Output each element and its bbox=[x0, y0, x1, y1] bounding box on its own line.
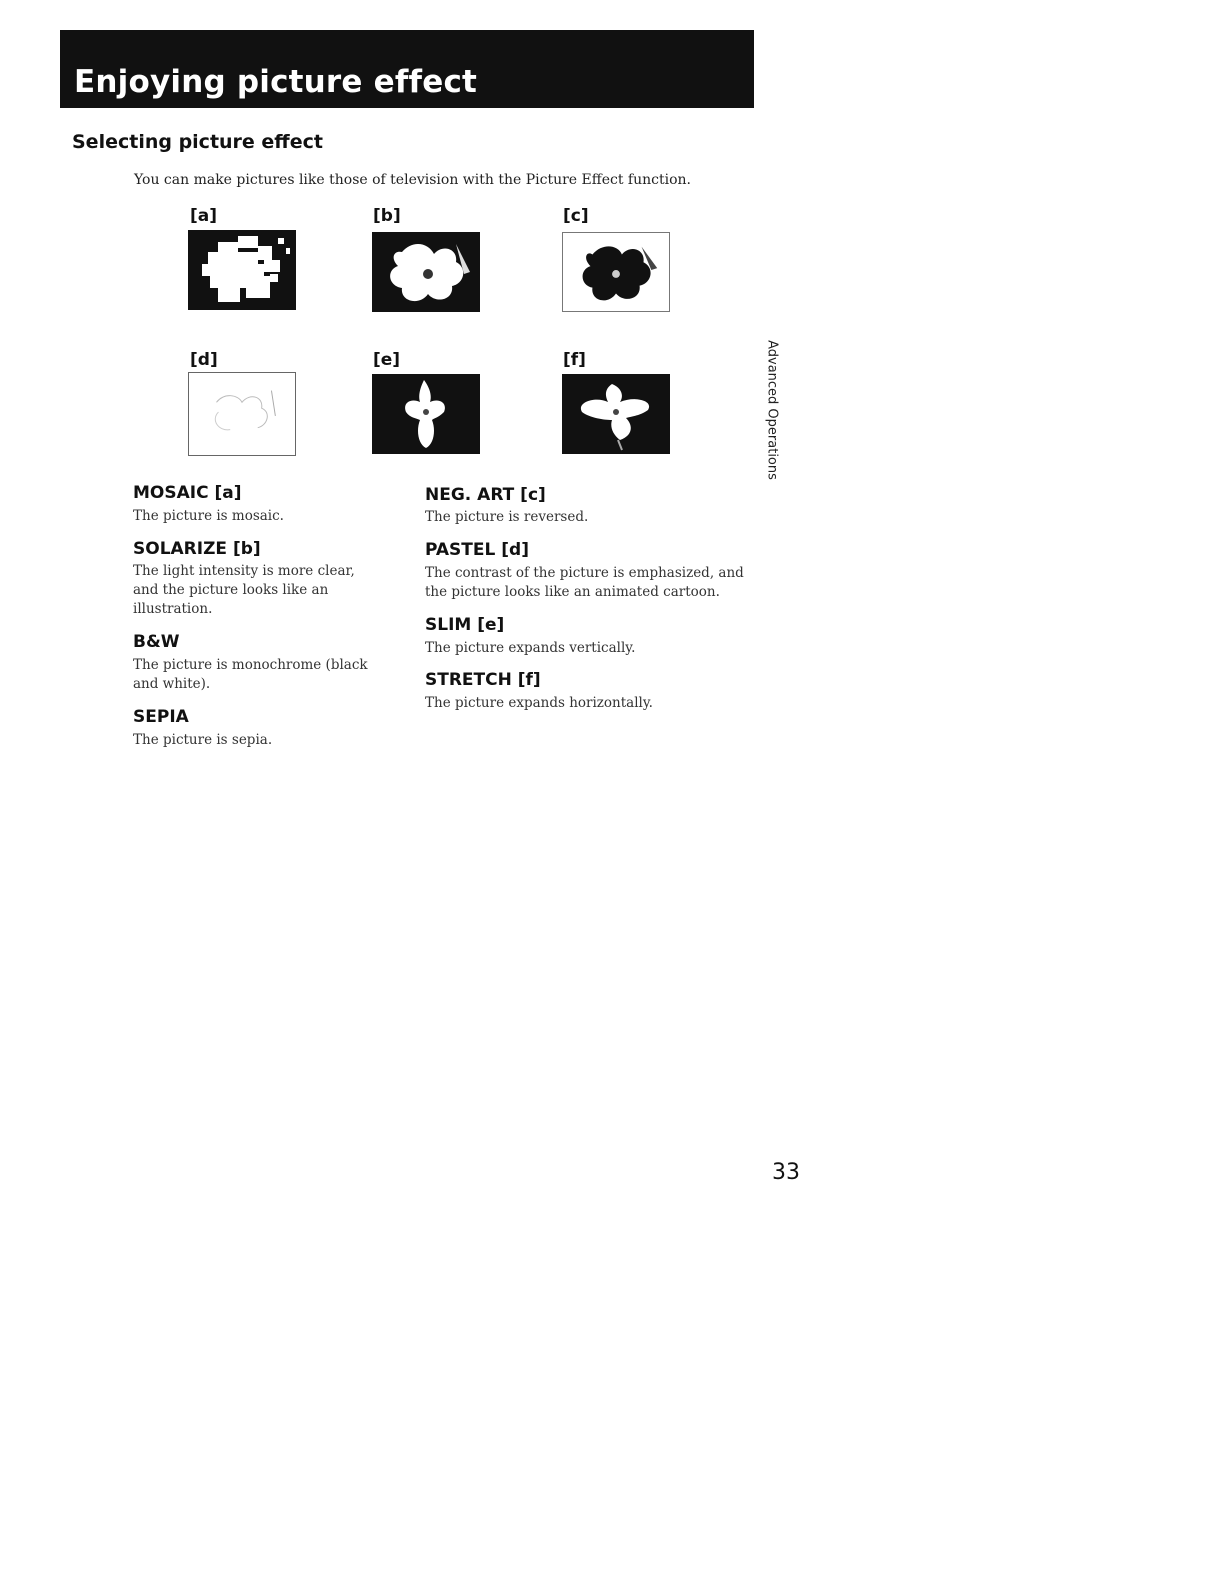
effect-desc-solarize: The light intensity is more clear, and the picture looks like an illustration. bbox=[133, 563, 355, 617]
thumb-label-f: [f] bbox=[563, 350, 586, 370]
effect-desc-neg-art: The picture is reversed. bbox=[425, 509, 589, 525]
effect-title-mosaic: MOSAIC [a] bbox=[133, 483, 242, 503]
thumb-label-c: [c] bbox=[563, 206, 589, 226]
page-title: Enjoying picture effect bbox=[74, 64, 478, 100]
mosaic-thumbnail bbox=[188, 230, 296, 310]
effect-title-stretch: STRETCH [f] bbox=[425, 670, 541, 690]
thumb-label-e: [e] bbox=[373, 350, 401, 370]
effect-desc-mosaic: The picture is mosaic. bbox=[133, 508, 284, 524]
section-title: Selecting picture effect bbox=[72, 131, 323, 153]
thumb-label-b: [b] bbox=[373, 206, 401, 226]
slim-thumbnail bbox=[372, 374, 480, 454]
pastel-thumbnail bbox=[188, 372, 296, 456]
solarize-thumbnail bbox=[372, 232, 480, 312]
effect-desc-stretch: The picture expands horizontally. bbox=[425, 695, 653, 711]
effect-title-slim: SLIM [e] bbox=[425, 615, 505, 635]
effect-title-solarize: SOLARIZE [b] bbox=[133, 539, 261, 559]
effect-desc-bw: The picture is monochrome (black and white). bbox=[133, 657, 368, 692]
effect-desc-pastel: The contrast of the picture is emphasized, and the picture looks like an animated cartoon. bbox=[425, 565, 744, 600]
page-number: 33 bbox=[772, 1160, 800, 1185]
neg-art-thumbnail bbox=[562, 232, 670, 312]
effect-desc-sepia: The picture is sepia. bbox=[133, 732, 273, 748]
effect-title-pastel: PASTEL [d] bbox=[425, 540, 529, 560]
side-tab bbox=[757, 335, 787, 485]
thumb-label-a: [a] bbox=[190, 206, 218, 226]
effect-title-bw: B&W bbox=[133, 632, 180, 652]
effect-title-neg-art: NEG. ART [c] bbox=[425, 485, 546, 505]
thumb-label-d: [d] bbox=[190, 350, 218, 370]
effect-title-sepia: SEPIA bbox=[133, 707, 189, 727]
effect-desc-slim: The picture expands vertically. bbox=[425, 640, 636, 656]
stretch-thumbnail bbox=[562, 374, 670, 454]
side-tab-label: Advanced Operations bbox=[764, 340, 780, 480]
title-banner bbox=[60, 30, 754, 108]
intro-text: You can make pictures like those of television with the Picture Effect function. bbox=[134, 172, 691, 188]
